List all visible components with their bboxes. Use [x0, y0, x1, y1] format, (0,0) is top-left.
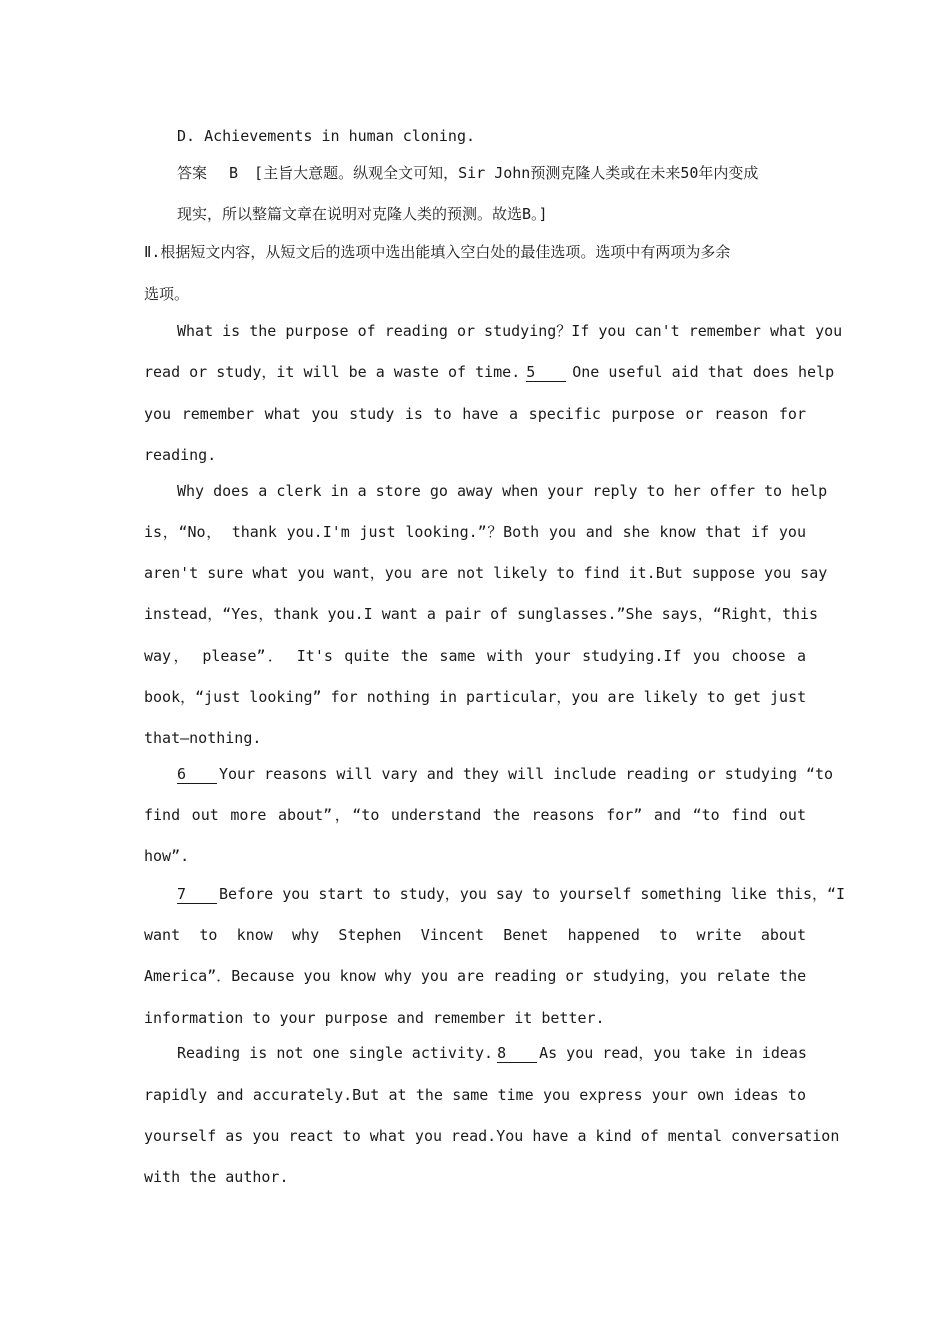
p3-line-3: how”.	[144, 847, 190, 865]
p2-line-6: book，“just looking” for nothing in particular，you are likely to get just	[144, 688, 807, 706]
p4-line-1: 7 Before you start to study，you say to yourself something like this，“I	[177, 885, 846, 903]
p3-line-1: 6 Your reasons will vary and they will include reading or studying “to	[177, 765, 834, 783]
answer-letter: B	[229, 164, 239, 182]
answer-line-2: 现实，所以整篇文章在说明对克隆人类的预测。故选B。]	[177, 205, 548, 223]
p4-line-2: want to know why Stephen Vincent Benet happened to write about	[144, 926, 806, 944]
answer-explanation: [主旨大意题。纵观全文可知，Sir John预测克隆人类或在未来50年内变成	[254, 164, 759, 182]
p5-line-3: yourself as you react to what you read.You have a kind of mental conversation	[144, 1127, 840, 1145]
p5-line-1: Reading is not one single activity. 8 As you read，you take in ideas	[177, 1044, 807, 1062]
section-ii-instruction-cont: 选项。	[144, 285, 190, 303]
p5-line-4: with the author.	[144, 1168, 289, 1186]
p1-line-3: you remember what you study is to have a specific purpose or reason for	[144, 405, 806, 423]
p1-line-4: reading.	[144, 446, 217, 464]
p2-line-1: Why does a clerk in a store go away when your reply to her offer to help	[177, 482, 828, 500]
blank-7[interactable]: 7	[177, 886, 217, 904]
blank-8[interactable]: 8	[497, 1045, 537, 1063]
p2-line-3: aren't sure what you want，you are not likely to find it.But suppose you say	[144, 564, 828, 582]
p1-line-2: read or study，it will be a waste of time. 5 One useful aid that does help	[144, 363, 835, 381]
p5-line-2: rapidly and accurately.But at the same time you express your own ideas to	[144, 1086, 806, 1104]
answer-label: 答案	[177, 164, 208, 182]
answer-line-1	[177, 163, 806, 183]
p4-line-4: information to your purpose and remember it better.	[144, 1009, 605, 1027]
p2-line-5: way， please”． It's quite the same with your studying.If you choose a	[144, 647, 806, 665]
p2-line-2: is，“No， thank you.I'm just looking.”？Both you and she know that if you	[144, 523, 806, 541]
section-ii-instruction: Ⅱ.根据短文内容，从短文后的选项中选出能填入空白处的最佳选项。选项中有两项为多余	[144, 243, 731, 261]
p4-line-3: America”．Because you know why you are reading or studying，you relate the	[144, 967, 807, 985]
blank-5[interactable]: 5	[526, 364, 566, 382]
p3-line-2: find out more about”，“to understand the reasons for” and “to find out	[144, 806, 806, 824]
p2-line-4: instead，“Yes，thank you.I want a pair of sunglasses.”She says，“Right，this	[144, 605, 819, 623]
blank-6[interactable]: 6	[177, 766, 217, 784]
p2-line-7: that—nothing.	[144, 729, 262, 747]
option-d: D. Achievements in human cloning.	[177, 127, 476, 145]
p1-line-1: What is the purpose of reading or studying？If you can't remember what you	[177, 322, 843, 340]
